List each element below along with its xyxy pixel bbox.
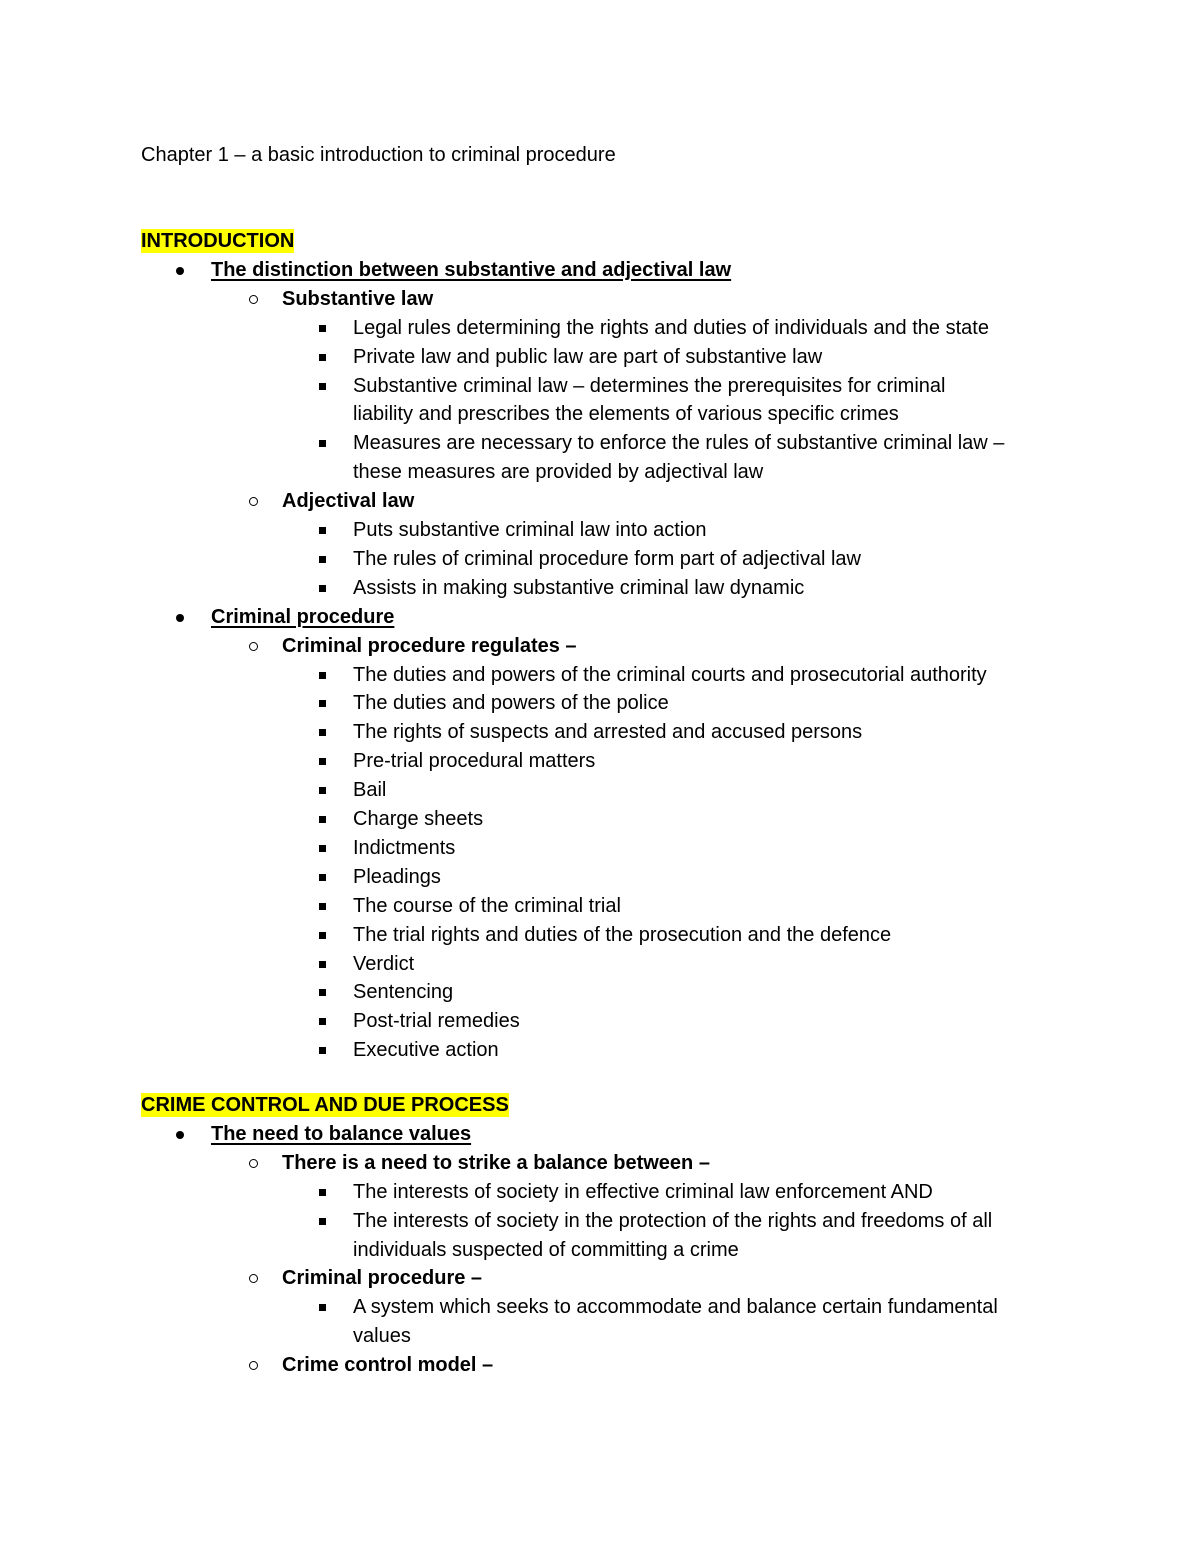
bullet-square-icon [319, 903, 326, 910]
bullet-circle-icon [249, 1274, 258, 1283]
document-title: Chapter 1 – a basic introduction to criminal procedure [141, 144, 616, 166]
outline-level2-item: Substantive law [282, 287, 434, 310]
bullet-square-icon [319, 527, 326, 534]
outline-level2-item: Adjectival law [282, 490, 415, 513]
bullet-disc-icon [176, 267, 184, 275]
outline-level3-item: Sentencing [353, 981, 454, 1004]
outline-level3-item: The rules of criminal procedure form part of adjectival law [353, 547, 861, 570]
outline-level3-item: Puts substantive criminal law into action [353, 519, 707, 541]
bullet-square-icon [319, 961, 326, 968]
bullet-square-icon [319, 1047, 326, 1054]
bullet-square-icon [319, 700, 326, 707]
bullet-square-icon [319, 440, 326, 447]
outline-level3-item: The interests of society in the protection of the rights and freedoms of all [353, 1209, 993, 1232]
outline-level3-item: The trial rights and duties of the prosecution and the defence [353, 923, 892, 946]
outline-level3-item: Private law and public law are part of substantive law [353, 345, 823, 368]
bullet-square-icon [319, 758, 326, 765]
outline-level3-item: Pre-trial procedural matters [353, 750, 596, 773]
bullet-square-icon [319, 556, 326, 563]
bullet-square-icon [319, 1189, 326, 1196]
section-heading: INTRODUCTION [141, 230, 295, 252]
outline-level3-item: Pleadings [353, 865, 441, 888]
outline-level3-item: A system which seeks to accommodate and balance certain fundamental [353, 1296, 998, 1319]
outline-level3-item: Assists in making substantive criminal law dynamic [353, 576, 805, 599]
outline-level3-item: Post-trial remedies [353, 1010, 520, 1033]
outline-level2-item: Criminal procedure regulates – [282, 634, 577, 657]
outline-level2-item: Crime control model – [282, 1354, 494, 1377]
outline-level3-item: these measures are provided by adjectival law [353, 461, 764, 484]
bullet-square-icon [319, 729, 326, 736]
outline-level1-item: Criminal procedure [211, 605, 395, 628]
outline-level3-item: The duties and powers of the criminal courts and prosecutorial authority [353, 663, 987, 686]
bullet-square-icon [319, 672, 326, 679]
outline-level3-item: Charge sheets [353, 808, 484, 830]
bullet-circle-icon [249, 642, 258, 651]
outline-level3-item: The course of the criminal trial [353, 894, 621, 917]
outline-level3-item: liability and prescribes the elements of various specific crimes [353, 403, 899, 426]
outline-level3-item: The duties and powers of the police [353, 692, 669, 715]
bullet-disc-icon [176, 614, 184, 622]
outline-level3-item: Verdict [353, 952, 415, 975]
outline-level3-item: values [353, 1325, 411, 1348]
bullet-square-icon [319, 816, 326, 823]
outline-level3-item: Measures are necessary to enforce the rules of substantive criminal law – [353, 432, 1005, 455]
outline-level1-item: The distinction between substantive and adjectival law [211, 258, 732, 281]
bullet-square-icon [319, 845, 326, 852]
bullet-square-icon [319, 1018, 326, 1025]
bullet-square-icon [319, 874, 326, 881]
bullet-square-icon [319, 383, 326, 390]
outline-level3-item: Substantive criminal law – determines the prerequisites for criminal [353, 374, 946, 397]
bullet-circle-icon [249, 1159, 258, 1168]
outline-level3-item: individuals suspected of committing a crime [353, 1238, 739, 1261]
bullet-square-icon [319, 787, 326, 794]
outline-level3-item: The interests of society in effective criminal law enforcement AND [353, 1180, 933, 1203]
bullet-circle-icon [249, 1361, 258, 1370]
bullet-disc-icon [176, 1131, 184, 1139]
outline-level3-item: Indictments [353, 836, 456, 859]
bullet-square-icon [319, 354, 326, 361]
outline-level1-item: The need to balance values [211, 1122, 472, 1145]
bullet-square-icon [319, 585, 326, 592]
bullet-square-icon [319, 1218, 326, 1225]
outline-level2-item: Criminal procedure – [282, 1267, 483, 1290]
bullet-square-icon [319, 325, 326, 332]
section-heading: CRIME CONTROL AND DUE PROCESS [141, 1094, 509, 1116]
bullet-square-icon [319, 932, 326, 939]
bullet-square-icon [319, 989, 326, 996]
outline-level2-item: There is a need to strike a balance between – [282, 1151, 710, 1174]
bullet-square-icon [319, 1304, 326, 1311]
outline-level3-item: Legal rules determining the rights and duties of individuals and the state [353, 316, 989, 339]
outline-level3-item: Executive action [353, 1039, 499, 1062]
outline-level3-item: The rights of suspects and arrested and accused persons [353, 721, 863, 744]
bullet-circle-icon [249, 295, 258, 304]
outline-level3-item: Bail [353, 779, 387, 802]
bullet-circle-icon [249, 497, 258, 506]
